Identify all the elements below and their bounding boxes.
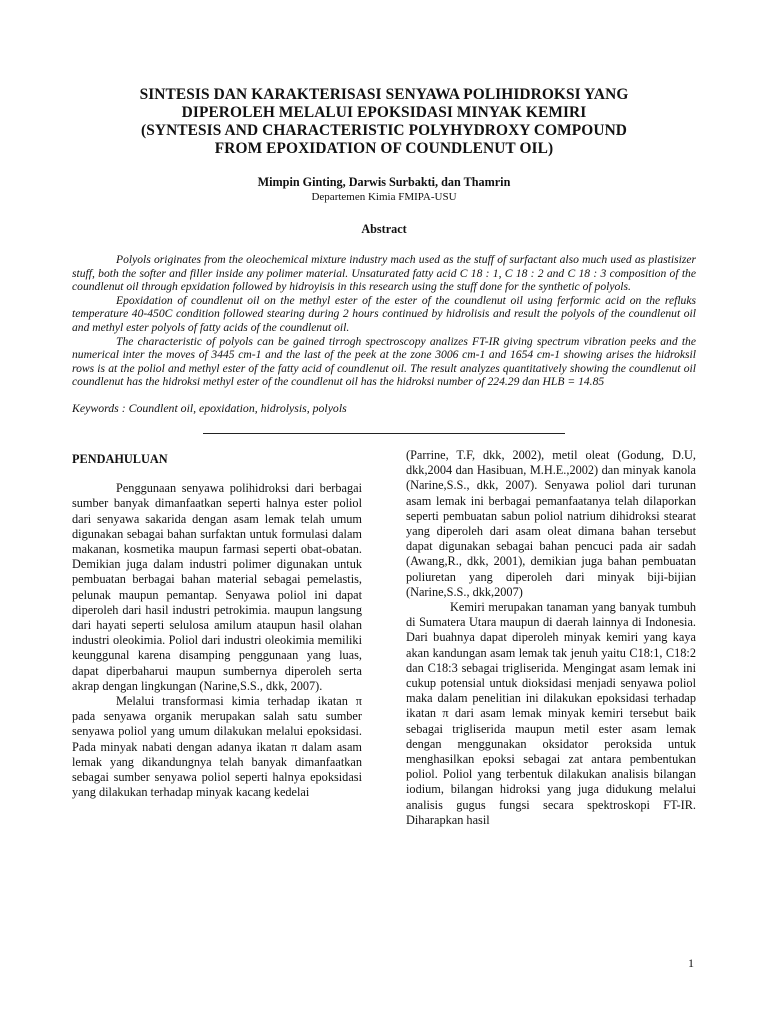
authors: Mimpin Ginting, Darwis Surbakti, dan Thamrin (257, 175, 511, 189)
abstract-body (72, 253, 696, 389)
section-heading: PENDAHULUAN (72, 451, 168, 466)
affiliation: Departemen Kimia FMIPA-USU (311, 191, 457, 203)
title-line: (SYNTESIS AND CHARACTERISTIC POLYHYDROXY COMPOUND (140, 122, 628, 139)
body-paragraph: Kemiri merupakan tanaman yang banyak tumbuh di Sumatera Utara maupun di daerah lainnya di Indonesia. Dari buahnya dapat diperoleh minyak kemiri yang kaya akan kandungan asam lemak tak jenuh yaitu C18:1, C18:2 dan C18:3 sebagai trigliserida. Mengingat asam lemak ini cukup potensial untuk dioksidasi menjadi senyawa poliol maka dalam penelitian ini dilakukan epoksidasi terhadap ikatan π dari asam lemak minyak kemiri tersebut baik sebagai trigliserida maupun metil ester asam lemak dengan menggunakan oksidator peroksida untuk menghasilkan epoksi sebagai zat antara pembentukan poliol. Poliol yang terbentuk dilakukan analisis bilangan iodium, bilangan hidroksi yang juga didukung melalui analisis gugus fungsi secara spektroskopi FT-IR. Diharapkan hasil (406, 599, 696, 827)
body-columns (72, 448, 696, 828)
page-number: 1 (688, 956, 694, 970)
abstract-paragraph: The characteristic of polyols can be gained tirrogh spectroscopy analizes FT-IR giving spectrum vibration peeks and the numerical inter the moves of 3445 cm-1 and the last of the peek at the zone 3006 cm-1 and 1654 cm-1 showing arises the hidroksil rows is at the poliol and methyl ester of the fatty acid of coundlenut oil. The result analyzes quantitatively showing the coundlenut oil coundlenut has the hidroksi methyl ester of the coundlenut oil has the hidroksi number of 224.29 dan HLB = 14.85 (72, 334, 696, 389)
abstract-paragraph: Epoxidation of coundlenut oil on the methyl ester of the ester of the coundlenut oil using ferformic acid on the refluks temperature 40-450C condition followed stearing during 2 hours continued by hidrolisis and result the polyols of the coundlenut oil and methyl ester polyols of fatty acids of the coundlenut oil. (72, 293, 696, 334)
left-column (72, 448, 362, 828)
paper-title (72, 86, 696, 158)
section-divider (203, 433, 565, 434)
body-paragraph: Melalui transformasi kimia terhadap ikatan π pada senyawa organik merupakan salah satu sumber senyawa poliol yang umum dilakukan melalui epoksidasi. Pada minyak nabati dengan adanya ikatan π dalam asam lemak yang dikandungnya telah banyak dimanfaatkan sebagai sumber senyawa poliol seperti halnya epoksidasi yang dilakukan terhadap minyak kacang kedelai (72, 693, 362, 800)
title-line: SINTESIS DAN KARAKTERISASI SENYAWA POLIHIDROKSI YANG (139, 86, 629, 103)
title-line: DIPEROLEH MELALUI EPOKSIDASI MINYAK KEMIRI (181, 104, 587, 121)
title-line: FROM EPOXIDATION OF COUNDLENUT OIL) (214, 140, 554, 157)
right-column (406, 448, 696, 828)
abstract-paragraph: Polyols originates from the oleochemical mixture industry mach used as the stuff of surfactant also much used as plastisizer stuff, both the softer and filler inside any polimer material. Unsaturated fatty acid C 18 : 1, C 18 : 2 and C 18 : 3 composition of the coundlenut oil through epxidation followed by hidroyisis in this research using the stuff done for the synthetic of polyols. (72, 253, 696, 294)
keywords: Keywords : Coundlent oil, epoxidation, hidrolysis, polyols (72, 400, 347, 415)
body-paragraph: (Parrine, T.F, dkk, 2002), metil oleat (Godung, D.U, dkk,2004 dan Hasibuan, M.H.E.,2002) dan minyak kanola (Narine,S.S., dkk, 2007). Senyawa poliol dari turunan asam lemak ini berbagai pemanfaatanya telah dilaporkan seperti pembuatan sabun poliol natrium dihidroksi stearat yang diperoleh dari asam oleat dimana bahan tersebut dapat digunakan sebagai bahan pencuci pada air sadah (Awang,R., dkk, 2001), demikian juga bahan pembuatan poliuretan yang diperoleh dari minyak biji-bijian (Narine,S.S., dkk,2007) (406, 447, 696, 599)
body-paragraph: Penggunaan senyawa polihidroksi dari berbagai sumber banyak dimanfaatkan seperti halnya ester poliol dari senyawa sakarida dengan asam lemak telah umum digunakan sebagai bahan surfaktan untuk formulasi dalam makanan, kosmetika maupun farmasi seperti obat-obatan. Demikian juga dalam industri polimer digunakan untuk pembuatan berbagai bahan material sebagai pemelastis, pelunak maupun pemantap. Senyawa poliol ini dapat diperoleh dari hasil industri petrokimia. maupun langsung dari hayati seperti selulosa amilum ataupun hasil olahan industri oleokimia. Poliol dari industri oleokimia memiliki keunggunal karena disamping penggunaan yang luas, dapat diperbaharui maupun sumbernya diperoleh serta akrap dengan lingkungan (Narine,S.S., dkk, 2007). (72, 481, 362, 693)
abstract-heading: Abstract (361, 222, 407, 236)
